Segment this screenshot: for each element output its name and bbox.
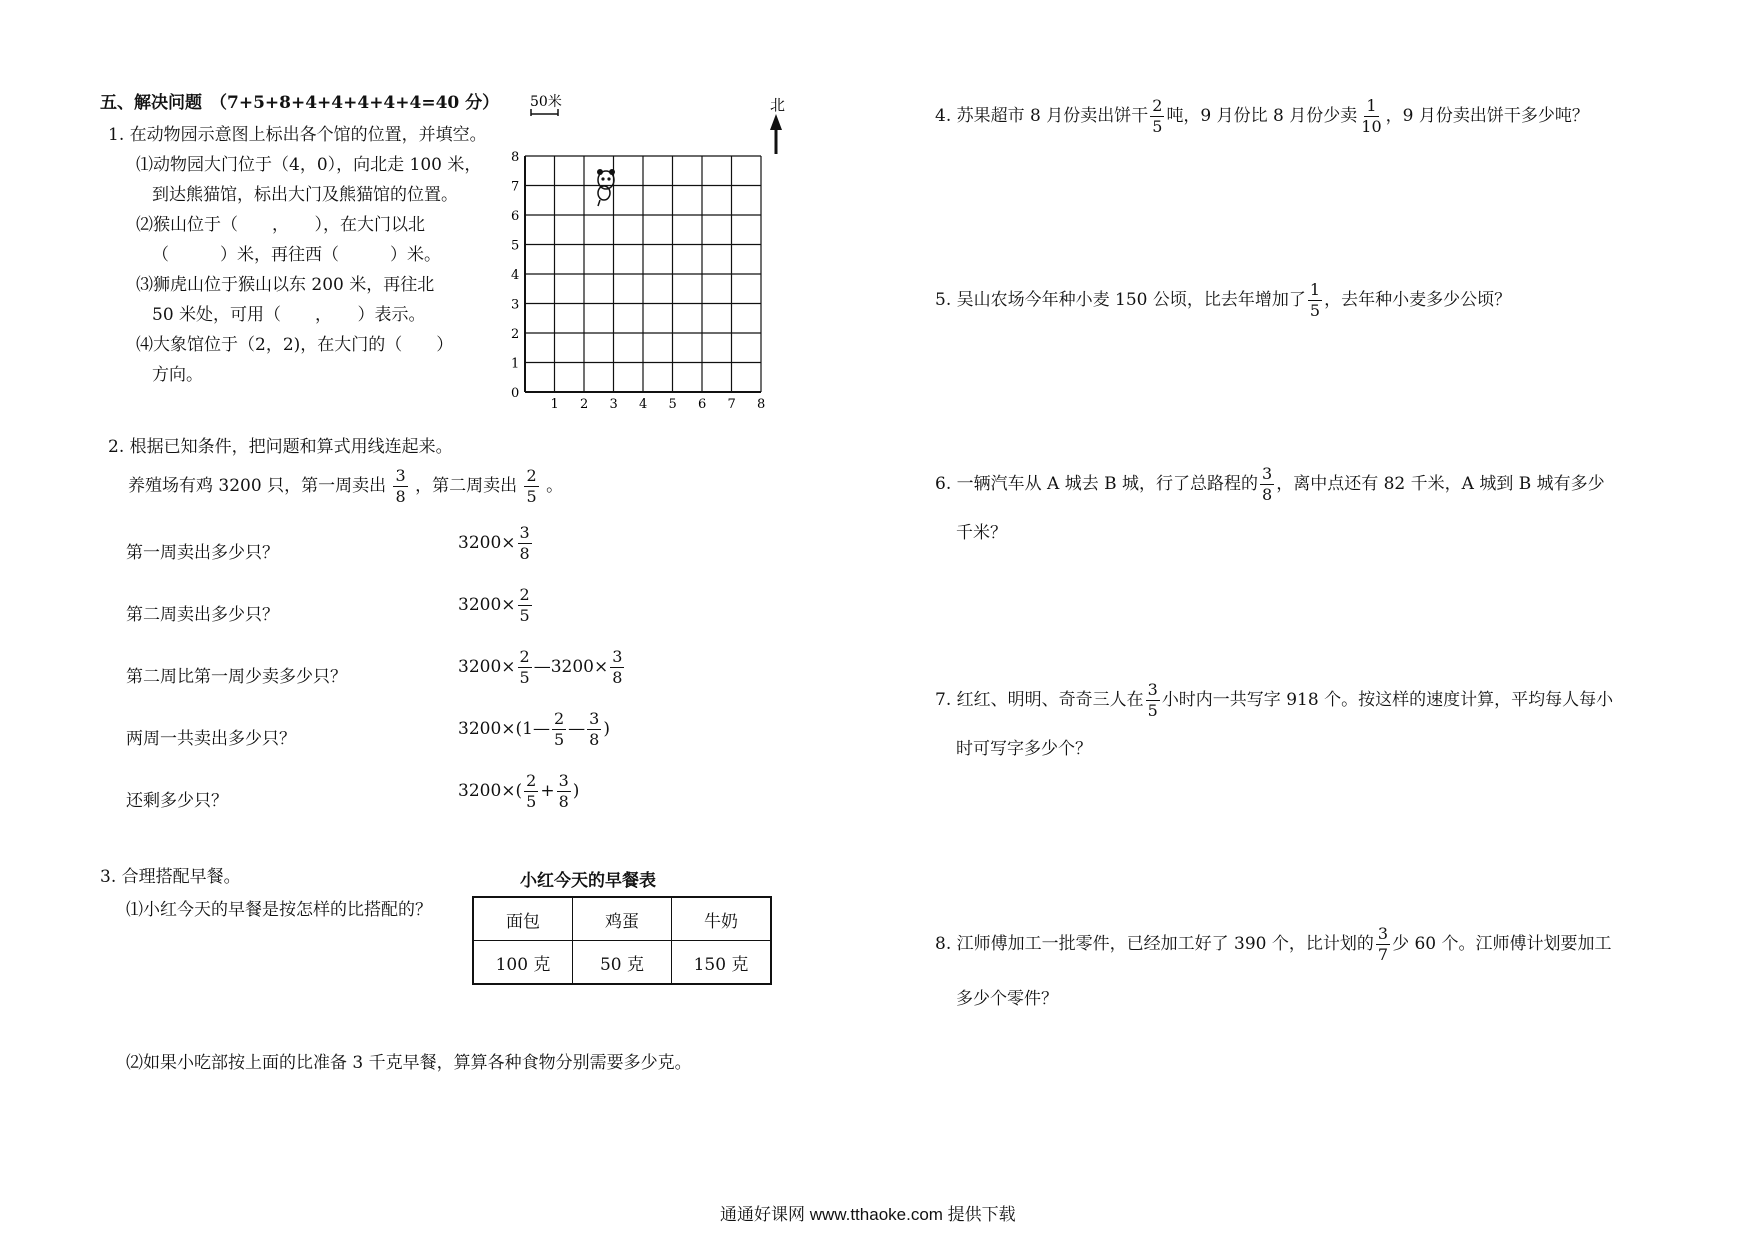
- q1-part1-line2: 到达熊猫馆，标出大门及熊猫馆的位置。: [152, 185, 458, 205]
- zoo-grid-map: [500, 92, 790, 412]
- q5: 5. 吴山农场今年种小麦 150 公顷，比去年增加了 $\frac{1}{5}$ ，去年种小麦多少公顷？: [935, 280, 1512, 320]
- q8-line1: 8. 江师傅加工一批零件，已经加工好了 390 个，比计划的 $\frac{3}{7}$ 少 60 个。江师傅计划要加工: [935, 924, 1612, 964]
- value-bread: 100 克: [473, 941, 573, 985]
- y-tick-label: 4: [511, 268, 520, 283]
- header-milk: 牛奶: [672, 897, 772, 941]
- q1-part2-line1: ⑵猴山位于（ ， ），在大门以北: [136, 215, 425, 235]
- y-tick-label: 0: [511, 386, 520, 401]
- q2-expression-4: 3200×(1— $\frac{2}{5}$ — $\frac{3}{8}$ ): [458, 709, 610, 749]
- breakfast-table: [472, 896, 772, 985]
- q7-line2: 时可写字多少个？: [956, 739, 1092, 759]
- y-tick-label: 2: [511, 327, 520, 342]
- q1-part3-line1: ⑶狮虎山位于猴山以东 200 米，再往北: [136, 275, 435, 295]
- q1-part4-line2: 方向。: [152, 365, 203, 385]
- x-tick-label: 4: [639, 397, 648, 412]
- x-tick-label: 3: [609, 397, 618, 412]
- fraction-one-tenth: $\frac{1}{10}$: [1361, 96, 1382, 136]
- y-tick-label: 7: [511, 179, 520, 195]
- fraction-three-fifths: $\frac{3}{5}$: [1147, 680, 1158, 720]
- q2-expression-3: 3200× $\frac{2}{5}$ —3200× $\frac{3}{8}$: [458, 647, 623, 687]
- header-egg: 鸡蛋: [573, 897, 672, 941]
- q2-stem: 2. 根据已知条件，把问题和算式用线连起来。: [108, 437, 453, 457]
- q8-line2: 多少个零件？: [956, 989, 1058, 1009]
- q2-question-2: 第二周卖出多少只？: [126, 605, 279, 625]
- q2-question-1: 第一周卖出多少只？: [126, 543, 279, 563]
- y-tick-label: 5: [511, 238, 520, 254]
- q2-question-4: 两周一共卖出多少只？: [126, 729, 296, 749]
- q3-stem: 3. 合理搭配早餐。: [100, 867, 241, 887]
- value-milk: 150 克: [672, 941, 772, 985]
- y-tick-label: 1: [511, 356, 520, 372]
- q2-condition: 养殖场有鸡 3200 只，第一周卖出 $\frac{3}{8}$ ，第二周卖出 $\frac{2}{5}$ 。: [128, 466, 564, 506]
- north-arrow-head: [770, 114, 782, 130]
- q1-part2-line2: （ ）米，再往西（ ）米。: [152, 245, 441, 265]
- fraction-two-fifths: $\frac{2}{5}$: [1152, 96, 1163, 136]
- x-tick-label: 6: [698, 397, 707, 412]
- y-tick-label: 3: [511, 297, 520, 313]
- x-tick-labels: [551, 397, 766, 412]
- q6-line1: 6. 一辆汽车从 A 城去 B 城，行了总路程的 $\frac{3}{8}$ ，离中点还有 82 千米，A 城到 B 城有多少: [935, 464, 1605, 504]
- q1-part3-line2: 50 米处，可用（ ， ）表示。: [152, 305, 426, 325]
- q3-part1: ⑴小红今天的早餐是按怎样的比搭配的？: [126, 900, 432, 920]
- fraction-two-fifths: $\frac{2}{5}$: [526, 466, 537, 506]
- q2-question-3: 第二周比第一周少卖多少只？: [126, 667, 347, 687]
- value-egg: 50 克: [573, 941, 672, 985]
- q1-part1-line1: ⑴动物园大门位于（4，0），向北走 100 米，: [136, 155, 482, 175]
- breakfast-table-title: 小红今天的早餐表: [520, 871, 656, 891]
- section-title: 五、解决问题 （7+5+8+4+4+4+4+4=40 分）: [100, 93, 500, 113]
- y-tick-label: 6: [511, 209, 520, 224]
- fraction-one-fifth: $\frac{1}{5}$: [1309, 280, 1321, 320]
- y-tick-label: 8: [511, 150, 520, 165]
- footer-source: 通通好课网 www.tthaoke.com 提供下载: [720, 1205, 1016, 1224]
- fraction-three-eighths: $\frac{3}{8}$: [1262, 464, 1273, 504]
- q7-line1: 7. 红红、明明、奇奇三人在 $\frac{3}{5}$ 小时内一共写字 918 个。按这样的速度计算，平均每人每小: [935, 680, 1614, 720]
- y-tick-labels: [511, 150, 519, 401]
- q3-part2: ⑵如果小吃部按上面的比准备 3 千克早餐，算算各种食物分别需要多少克。: [126, 1053, 692, 1073]
- x-tick-label: 8: [757, 397, 766, 412]
- q2-expression-2: 3200× $\frac{2}{5}$: [458, 585, 530, 625]
- q6-line2: 千米？: [956, 523, 1007, 543]
- panda-icon: [597, 169, 615, 206]
- header-bread: 面包: [473, 897, 573, 941]
- x-tick-label: 5: [668, 397, 677, 412]
- fraction-three-sevenths: $\frac{3}{7}$: [1377, 924, 1389, 964]
- q1-part4-line1: ⑷大象馆位于（2，2)，在大门的（ ）: [136, 335, 454, 355]
- fraction-three-eighths: $\frac{3}{8}$: [395, 466, 406, 506]
- q2-question-5: 还剩多少只？: [126, 791, 228, 811]
- q2-expression-5: 3200×( $\frac{2}{5}$ + $\frac{3}{8}$ ): [458, 771, 580, 811]
- q4: 4. 苏果超市 8 月份卖出饼干 $\frac{2}{5}$ 吨，9 月份比 8 月份少卖 $\frac{1}{10}$ ，9 月份卖出饼干多少吨？: [935, 96, 1589, 136]
- x-tick-label: 2: [580, 397, 589, 412]
- scale-label: 50米: [530, 94, 562, 110]
- x-tick-label: 7: [727, 397, 736, 412]
- north-label: 北: [770, 96, 786, 114]
- q1-stem: 1. 在动物园示意图上标出各个馆的位置，并填空。: [108, 125, 487, 145]
- x-tick-label: 1: [550, 397, 559, 412]
- grid-lines: [525, 156, 761, 392]
- q2-expression-1: 3200× $\frac{3}{8}$: [458, 523, 530, 563]
